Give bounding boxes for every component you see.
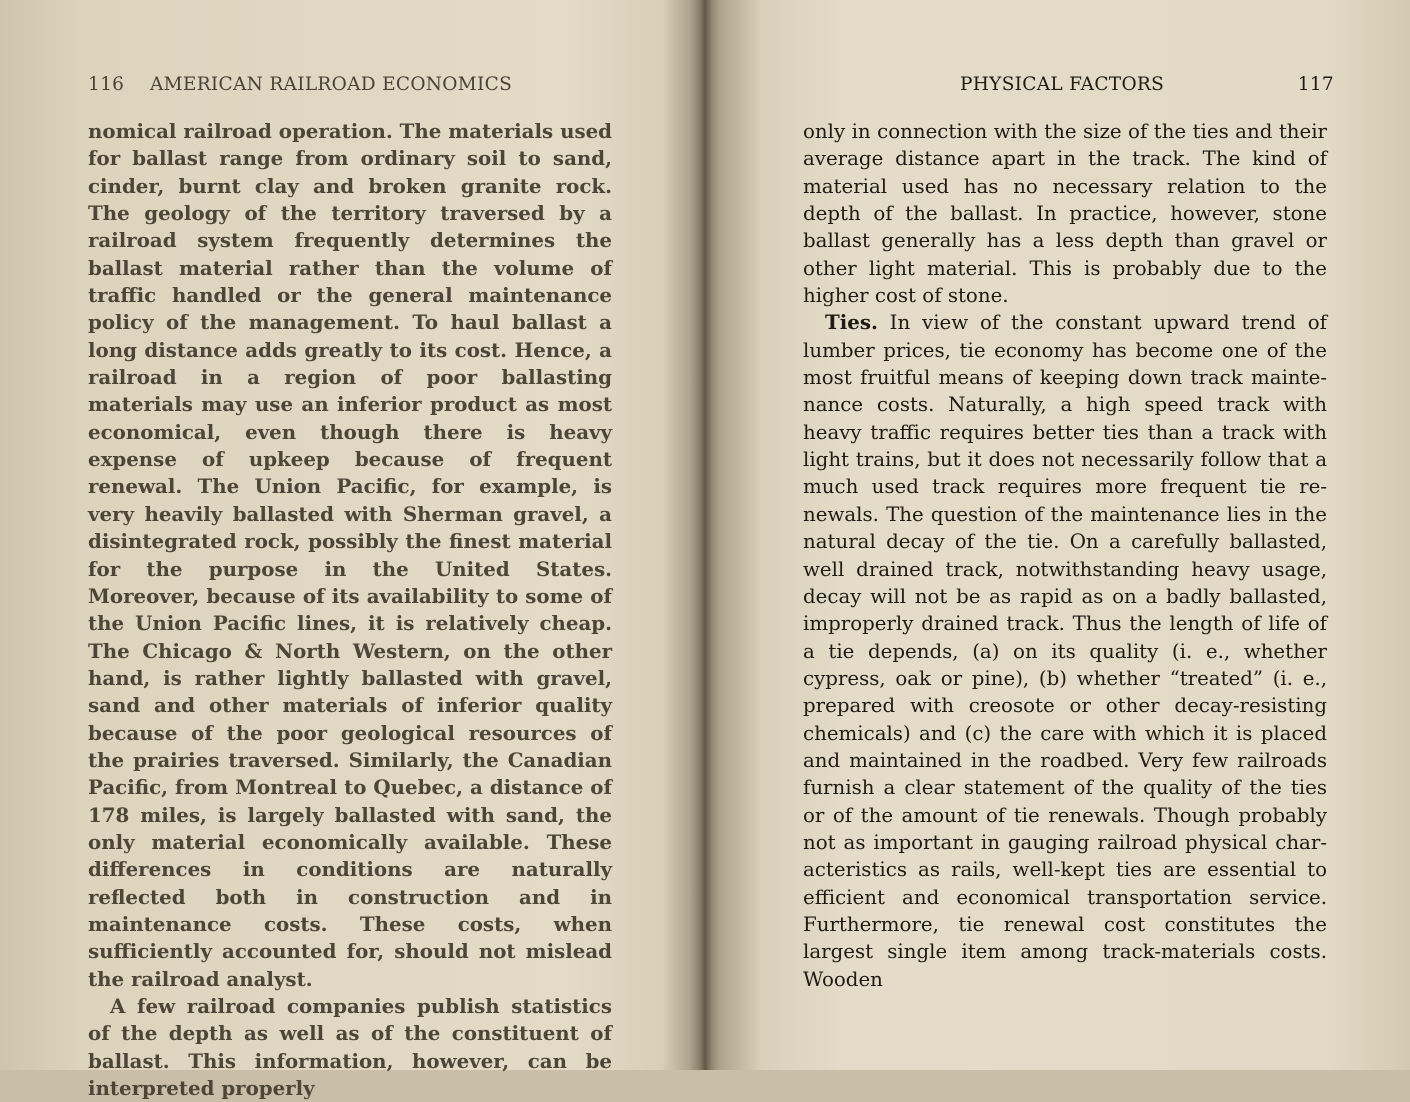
right-running-head xyxy=(806,74,1334,104)
left-running-head xyxy=(88,74,614,104)
left-page-number: 116 xyxy=(88,74,125,95)
left-page xyxy=(0,0,704,1101)
right-body-text xyxy=(803,118,1327,993)
right-running-title: PHYSICAL FACTORS xyxy=(960,74,1165,95)
left-paragraph-1: nomical railroad operation. The materials used for ballast range from ordinary soil to sand, cinder, burnt clay and broken granite rock. The geology of the territory traversed by a railroad system frequently determines the ballast material rather than the volume of traffic handled or the general maintenance policy of the management. To haul ballast a long distance adds greatly to its cost. Hence, a railroad in a region of poor ballasting materials may use an inferior product as most economical, even though there is heavy expense of upkeep because of frequent renewal. The Union Pacific, for example, is very heavily ballasted with Sherman gravel, a disintegrated rock, possibly the finest material for the purpose in the United States. Moreover, because of its availability to some of the Union Pacific lines, it is relatively cheap. The Chicago & North Western, on the other hand, is rather lightly ballasted with gravel, sand and other materials of inferior quality because of the poor geological resources of the prairies traversed. Similarly, the Canadian Pacific, from Montreal to Quebec, a distance of 178 miles, is largely ballasted with sand, the only material economically available. These differences in conditions are naturally reflected both in construction and in maintenance costs. These costs, when sufficiently accounted for, should not mislead the railroad analyst. xyxy=(88,119,612,991)
right-paragraph-1: only in connection with the size of the ties and their average distance apart in the track. The kind of material used has no necessary relation to the depth of the ballast. In practice, however, stone ballast generally has a less depth than gravel or other light material. This is probably due to the higher cost of stone. xyxy=(803,120,1327,308)
right-paragraph-ties xyxy=(803,309,1327,993)
ties-text: In view of the constant upward trend of lumber prices, tie economy has become one of the most fruitful means of keeping down track maintenance costs. Naturally, a high speed track with heavy traffic requires better ties than a track with light trains, but it does not necessarily follow that a much used track requires more frequent tie renewals. The question of the maintenance lies in the natural decay of the tie. On a carefully ballasted, well drained track, notwithstanding heavy usage, decay will not be as rapid as on a badly ballasted, improperly drained track. Thus the length of life of a tie depends, (a) on its quality (i. e., whether cypress, oak or pine), (b) whether “treated” (i. e., prepared with creosote or other decay-resisting chemicals) and (c) the care with which it is placed and maintained in the roadbed. Very few railroads furnish a clear statement of the quality of the ties or of the amount of tie renewals. Though probably not as important in gauging railroad physical characteristics as rails, well-kept ties are essential to efficient and economical transportation service. Furthermore, tie renewal cost constitutes the largest single item among track-materials costs. Wooden xyxy=(803,311,1328,991)
left-body-text xyxy=(88,118,612,1102)
right-page-number: 117 xyxy=(1297,74,1334,95)
ties-heading: Ties. xyxy=(825,310,878,335)
left-paragraph-2: A few railroad companies publish statistics of the depth as well as of the constituent of ballast. This information, however, can be interpreted properly xyxy=(88,994,612,1101)
left-running-title: AMERICAN RAILROAD ECONOMICS xyxy=(150,74,513,95)
right-page xyxy=(706,0,1410,1070)
